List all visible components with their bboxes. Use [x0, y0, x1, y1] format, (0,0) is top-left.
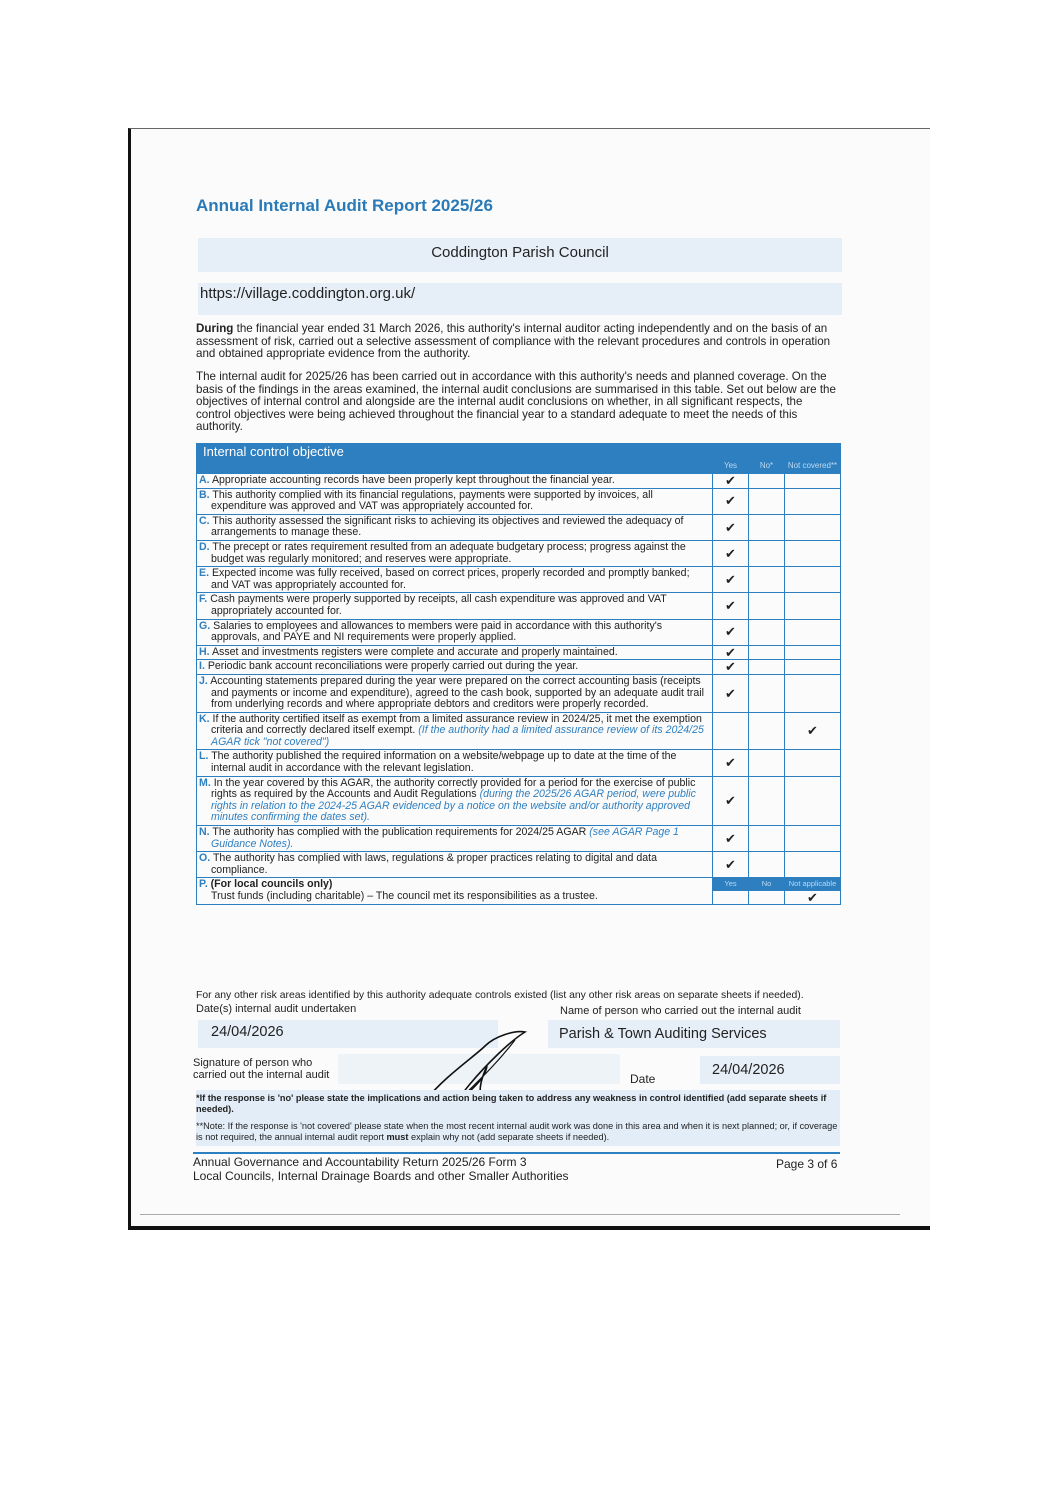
not-covered-cell[interactable]	[785, 488, 841, 514]
no-cell[interactable]	[749, 674, 785, 712]
row-letter: C.	[199, 514, 210, 527]
table-row	[197, 852, 841, 878]
dates-label: Date(s) internal audit undertaken	[196, 1003, 357, 1015]
yes-cell[interactable]: ✔	[713, 750, 749, 776]
not-covered-cell[interactable]	[785, 826, 841, 852]
website-field	[198, 283, 842, 315]
row-letter: L.	[199, 750, 209, 763]
yes-cell[interactable]: ✔	[713, 474, 749, 489]
row-letter: I.	[199, 660, 205, 673]
yes-cell[interactable]: ✔	[713, 619, 749, 645]
p-col-na: Not applicable	[785, 878, 841, 891]
note2-post: explain why not (add separate sheets if needed).	[408, 1131, 610, 1142]
table-row	[197, 567, 841, 593]
council-name-field	[198, 238, 842, 272]
other-risks-text: For any other risk areas identified by this authority adequate controls existed (list any other risk areas on separate sheets if needed).	[196, 990, 804, 1001]
objective-cell	[197, 619, 713, 645]
yes-cell[interactable]	[713, 712, 749, 750]
p-title: (For local councils only)	[210, 878, 333, 891]
intro-lead: During	[196, 322, 234, 335]
no-cell[interactable]	[749, 750, 785, 776]
not-covered-cell[interactable]	[785, 674, 841, 712]
not-covered-cell[interactable]	[785, 660, 841, 675]
not-covered-cell[interactable]	[785, 645, 841, 660]
table-row	[197, 474, 841, 489]
intro-text: the financial year ended 31 March 2026, this authority's internal auditor acting independently and on the basis of an assessment of risk, carried out a selective assessment of compliance with the relevant procedures and controls in operation and obtained appropriate evidence from the authority.	[196, 322, 831, 361]
audit-date: 24/04/2026	[211, 1024, 284, 1040]
table-row	[197, 660, 841, 675]
yes-cell[interactable]: ✔	[713, 674, 749, 712]
no-cell[interactable]	[749, 488, 785, 514]
page-number: Page 3 of 6	[776, 1157, 838, 1171]
table-row	[197, 540, 841, 566]
row-letter: K.	[199, 712, 210, 725]
table-header: Internal control objective	[197, 444, 713, 474]
not-covered-cell[interactable]	[785, 619, 841, 645]
table-row	[197, 826, 841, 852]
not-covered-cell[interactable]	[785, 567, 841, 593]
objective-cell	[197, 750, 713, 776]
no-cell[interactable]	[749, 776, 785, 825]
form-line-2: Local Councils, Internal Drainage Boards and other Smaller Authorities	[193, 1169, 569, 1183]
p-text: Trust funds (including charitable) – The council met its responsibilities as a trustee.	[211, 890, 598, 902]
col-not-covered: Not covered**	[785, 444, 841, 474]
p-col-no: No	[749, 878, 785, 891]
objective-cell	[197, 474, 713, 489]
council-name: Coddington Parish Council	[431, 244, 609, 261]
yes-cell[interactable]: ✔	[713, 826, 749, 852]
table-row	[197, 593, 841, 619]
no-cell[interactable]	[749, 645, 785, 660]
objective-text: In the year covered by this AGAR, the authority correctly provided for a period for the exercise of public rights as required by the Accounts and Audit Regulations	[211, 776, 696, 801]
website-url: https://village.coddington.org.uk/	[200, 285, 416, 302]
no-cell[interactable]	[749, 826, 785, 852]
objective-text: Asset and investments registers were complete and accurate and properly maintained.	[211, 645, 618, 658]
col-yes: Yes	[713, 444, 749, 474]
row-letter: M.	[199, 776, 211, 789]
date-label: Date	[630, 1072, 656, 1086]
row-letter: H.	[199, 645, 210, 658]
intro-paragraph-2: The internal audit for 2025/26 has been carried out in accordance with this authority's needs and planned coverage. On the basis of the findings in the areas examined, the internal audit conclusions are summarised in this table. Set out below are the objectives of internal control and alongside are the internal audit conclusions on whether, in all significant respects, the control objectives were being achieved throughout the financial year to a standard adequate to meet the needs of this authority.	[196, 370, 836, 434]
name-label: Name of person who carried out the internal audit	[560, 1005, 801, 1017]
row-p	[197, 878, 713, 905]
row-letter: B.	[199, 488, 210, 501]
table-row	[197, 645, 841, 660]
yes-cell[interactable]: ✔	[713, 852, 749, 878]
note-no-response: *If the response is 'no' please state the implications and action being taken to address any weakness in control identified (add separate sheets if needed).	[196, 1093, 827, 1114]
yes-cell[interactable]: ✔	[713, 645, 749, 660]
row-letter: D.	[199, 540, 210, 553]
table-row	[197, 712, 841, 750]
footer-divider	[193, 1152, 840, 1154]
objective-cell	[197, 488, 713, 514]
objective-cell	[197, 712, 713, 750]
no-cell[interactable]	[749, 540, 785, 566]
no-cell[interactable]	[749, 567, 785, 593]
objective-text: Salaries to employees and allowances to members were paid in accordance with this authority's approvals, and PAYE and NI requirements were properly applied.	[211, 619, 663, 644]
objective-text: If the authority certified itself as exempt from a limited assurance review in 2024/25, it met the exemption criteria and correctly declared itself exempt.	[211, 712, 702, 737]
row-letter: O.	[199, 852, 211, 865]
not-covered-cell[interactable]	[785, 593, 841, 619]
objective-cell	[197, 645, 713, 660]
objective-cell	[197, 674, 713, 712]
objective-note: (If the authority had a limited assurance review of its 2024/25 AGAR tick "not covered")	[211, 724, 704, 748]
objective-cell	[197, 514, 713, 540]
yes-cell[interactable]: ✔	[713, 540, 749, 566]
no-cell[interactable]	[749, 514, 785, 540]
objective-cell	[197, 567, 713, 593]
note2-bold: must	[386, 1131, 409, 1142]
not-covered-cell[interactable]	[785, 852, 841, 878]
objective-cell	[197, 593, 713, 619]
p-col-yes: Yes	[713, 878, 749, 891]
no-cell[interactable]	[749, 593, 785, 619]
not-covered-cell[interactable]: ✔	[785, 712, 841, 750]
row-letter: P.	[199, 878, 208, 891]
form-line-1: Annual Governance and Accountability Return 2025/26 Form 3	[193, 1155, 527, 1169]
no-cell[interactable]	[749, 712, 785, 750]
objective-cell	[197, 826, 713, 852]
objective-text: Expected income was fully received, based on correct prices, properly recorded and promptly banked; and VAT was appropriately accounted for.	[211, 567, 690, 591]
no-cell[interactable]	[749, 619, 785, 645]
row-letter: G.	[199, 619, 211, 632]
not-covered-cell[interactable]	[785, 474, 841, 489]
not-covered-cell[interactable]	[785, 540, 841, 566]
signature-label: Signature of person who carried out the internal audit	[193, 1057, 330, 1081]
no-cell[interactable]	[749, 660, 785, 675]
objective-text: The authority has complied with the publication requirements for 2024/25 AGAR	[212, 826, 587, 839]
row-letter: F.	[199, 593, 208, 606]
p-na-cell[interactable]: ✔	[785, 891, 841, 905]
objective-note: (during the 2025/26 AGAR period, were public rights in relation to the 2024-25 AGAR evidenced by a notice on the website and/or authority approved minutes confirming the dates set).	[211, 788, 696, 824]
objective-text: The authority has complied with laws, regulations & proper practices relating to digital and data compliance.	[211, 852, 657, 876]
not-covered-cell[interactable]	[785, 750, 841, 776]
col-no: No*	[749, 444, 785, 474]
objective-note: (see AGAR Page 1 Guidance Notes).	[211, 826, 679, 850]
objective-text: The precept or rates requirement resulted from an adequate budgetary process; progress against the budget was regularly monitored; and reserves were appropriate.	[211, 540, 686, 565]
row-letter: A.	[199, 474, 210, 486]
note2-pre: **Note: If the response is 'not covered' please state when the most recent internal audit work was done in this area and when it is next planned; or, if coverage is not required, the annual internal audit report	[196, 1121, 838, 1142]
signature-date: 24/04/2026	[712, 1062, 785, 1078]
intro-paragraph	[196, 323, 836, 361]
yes-cell[interactable]: ✔	[713, 660, 749, 675]
p-no-cell[interactable]	[749, 891, 785, 905]
objective-cell	[197, 776, 713, 825]
objective-text: The authority published the required information on a website/webpage up to date at the time of the internal audit in accordance with the relevant legislation.	[211, 750, 677, 775]
table-row	[197, 750, 841, 776]
objective-text: Periodic bank account reconciliations were properly carried out during the year.	[207, 660, 579, 673]
row-letter: N.	[199, 826, 210, 839]
no-cell[interactable]	[749, 852, 785, 878]
yes-cell[interactable]: ✔	[713, 488, 749, 514]
note-not-covered	[196, 1121, 840, 1142]
page-title: Annual Internal Audit Report 2025/26	[196, 196, 493, 215]
yes-cell[interactable]: ✔	[713, 514, 749, 540]
objective-text: This authority assessed the significant risks to achieving its objectives and reviewed the adequacy of arrangements to manage these.	[211, 514, 684, 539]
row-letter: J.	[199, 674, 208, 687]
objective-text: Appropriate accounting records have been properly kept throughout the financial year.	[211, 474, 615, 486]
internal-control-table	[196, 443, 841, 905]
bottom-scan-line	[140, 1214, 900, 1215]
yes-cell[interactable]: ✔	[713, 593, 749, 619]
yes-cell[interactable]: ✔	[713, 567, 749, 593]
objective-cell	[197, 540, 713, 566]
table-row	[197, 514, 841, 540]
no-cell[interactable]	[749, 474, 785, 489]
not-covered-cell[interactable]	[785, 514, 841, 540]
objective-cell	[197, 660, 713, 675]
table-row	[197, 619, 841, 645]
yes-cell[interactable]: ✔	[713, 776, 749, 825]
objective-text: Cash payments were properly supported by receipts, all cash expenditure was approved and VAT appropriately accounted for.	[210, 593, 667, 617]
auditor-name: Parish & Town Auditing Services	[559, 1026, 767, 1042]
objective-text: Accounting statements prepared during the year were prepared on the correct accounting basis (receipts and payments or income and expenditure), agreed to the cash book, supported by an adequate audit trail from underlying records and where appropriate debtors and creditors were properly recorded.	[210, 674, 704, 711]
p-yes-cell[interactable]	[713, 891, 749, 905]
not-covered-cell[interactable]	[785, 776, 841, 825]
objective-cell	[197, 852, 713, 878]
row-letter: E.	[199, 567, 210, 580]
objective-text: This authority complied with its financial regulations, payments were supported by invoices, all expenditure was approved and VAT was appropriately accounted for.	[211, 488, 653, 513]
table-row	[197, 674, 841, 712]
table-row	[197, 776, 841, 825]
table-row	[197, 488, 841, 514]
